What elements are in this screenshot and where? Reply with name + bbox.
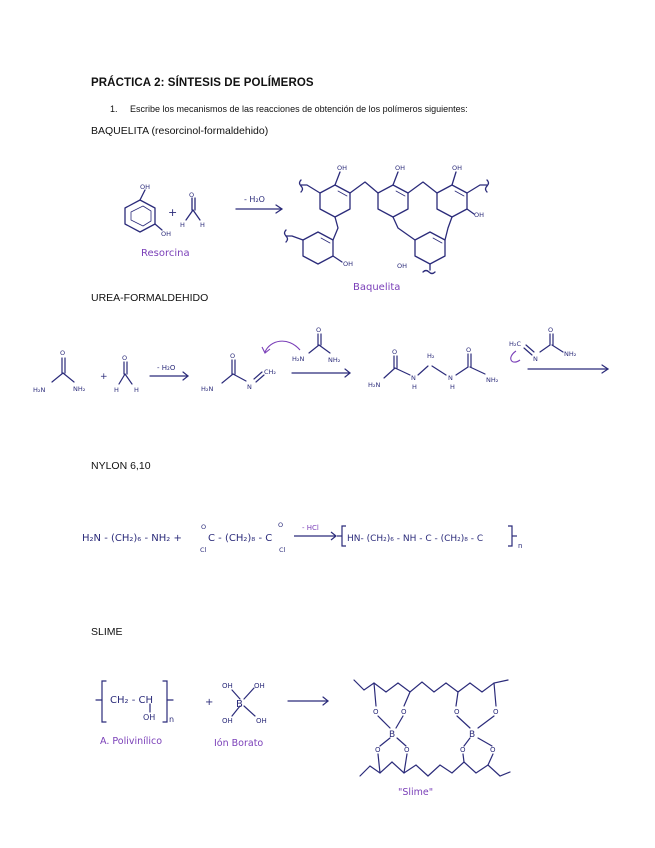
urea1-o: O <box>60 349 66 357</box>
slime-b-1: B <box>389 730 396 740</box>
baquelita-oh-2: OH <box>395 164 406 172</box>
slime-o-7: O <box>460 746 466 754</box>
question-number: 1. <box>110 104 118 114</box>
slime-plus: + <box>205 697 214 708</box>
nylon-cl-left: Cl <box>200 546 207 554</box>
mu-h2c: H₂C <box>509 340 522 348</box>
urea1-nh2: NH₂ <box>73 385 86 393</box>
prod-h2n: H₂N <box>368 381 381 389</box>
urea1-h2n: H₂N <box>33 386 46 394</box>
pva-oh: OH <box>143 713 156 722</box>
baquelita-label: Baquelita <box>353 282 401 293</box>
int-o: O <box>230 352 236 360</box>
baquelita-oh-3: OH <box>452 164 463 172</box>
slime-o-5: O <box>375 746 381 754</box>
plus-sign-1: + <box>168 206 178 219</box>
formaldehyde-structure <box>186 198 200 220</box>
formaldehyde-h-right: H <box>200 221 205 229</box>
prod-n2: N <box>448 374 453 382</box>
nylon-condition: - HCl <box>302 524 319 532</box>
formaldehyde-h-left: H <box>180 221 185 229</box>
nylon-acid-chain: C - (CH₂)₈ - C <box>208 533 273 544</box>
mu-nh2: NH₂ <box>564 350 577 358</box>
baquelita-oh-1: OH <box>337 164 348 172</box>
prod-h2: H₂ <box>427 352 435 360</box>
urea2-nh2: NH₂ <box>328 356 341 364</box>
borate-label: Ión Borato <box>214 738 264 749</box>
slime-o-1: O <box>373 708 379 716</box>
slime-label: "Slime" <box>398 787 434 798</box>
urea2-o: O <box>316 326 322 334</box>
formaldehyde-o: O <box>189 191 195 199</box>
int-h2n: H₂N <box>201 385 214 393</box>
question-text: Escribe los mecanismos de las reacciones de obtención de los polímeros siguientes: <box>130 104 468 114</box>
baquelita-condition: - H₂O <box>244 195 265 204</box>
pva-n: n <box>169 715 175 724</box>
nylon-n: n <box>518 542 523 550</box>
slime-o-3: O <box>454 708 460 716</box>
baquelita-structure <box>285 172 489 274</box>
borate-b: B <box>236 699 243 710</box>
slime-o-4: O <box>493 708 499 716</box>
prod-o1: O <box>392 348 398 356</box>
baquelita-oh-5: OH <box>343 260 354 268</box>
prod-h1: H <box>412 383 417 391</box>
resorcina-structure <box>125 190 162 232</box>
urea-condition: - H₂O <box>157 364 176 372</box>
borate-oh-3: OH <box>222 717 233 725</box>
prod-o2: O <box>466 346 472 354</box>
prod-nh2: NH₂ <box>486 376 499 384</box>
section-heading-urea: UREA-FORMALDEHIDO <box>91 292 209 304</box>
page-title: PRÁCTICA 2: SÍNTESIS DE POLÍMEROS <box>91 77 314 89</box>
nylon-product: HN- (CH₂)₆ - NH - C - (CH₂)₈ - C <box>347 534 484 544</box>
mu-n: N <box>533 355 538 363</box>
nylon-o-left: O <box>201 523 207 531</box>
urea2-h2n: H₂N <box>292 355 305 363</box>
form-o: O <box>122 354 128 362</box>
nylon-o-right: O <box>278 521 284 529</box>
form-h-right: H <box>134 386 139 394</box>
mu-o: O <box>548 326 554 334</box>
section-heading-nylon: NYLON 6,10 <box>91 460 151 472</box>
slime-b-2: B <box>469 730 476 740</box>
nylon-cl-right: Cl <box>279 546 286 554</box>
baquelita-oh-4: OH <box>474 211 485 219</box>
nylon-reactants: H₂N - (CH₂)₆ - NH₂ + <box>82 533 182 544</box>
slime-o-6: O <box>404 746 410 754</box>
resorcina-label: Resorcina <box>141 248 190 259</box>
resorcina-oh-bottom: OH <box>161 230 172 238</box>
pva-chain: CH₂ - CH <box>110 695 153 706</box>
pva-label: A. Polivinílico <box>100 736 163 747</box>
int-n: N <box>247 383 252 391</box>
resorcina-oh-top: OH <box>140 183 151 191</box>
form-h-left: H <box>114 386 119 394</box>
int-ch2: CH₂ <box>264 368 277 376</box>
baquelita-oh-6: OH <box>397 262 408 270</box>
urea-plus: + <box>100 372 108 382</box>
section-heading-slime: SLIME <box>91 626 123 638</box>
prod-n1: N <box>411 374 416 382</box>
prod-h3: H <box>450 383 455 391</box>
section-heading-baquelita: BAQUELITA (resorcinol-formaldehido) <box>91 125 269 137</box>
slime-o-8: O <box>490 746 496 754</box>
borate-oh-4: OH <box>256 717 267 725</box>
borate-oh-2: OH <box>254 682 265 690</box>
slime-o-2: O <box>401 708 407 716</box>
borate-oh-1: OH <box>222 682 233 690</box>
